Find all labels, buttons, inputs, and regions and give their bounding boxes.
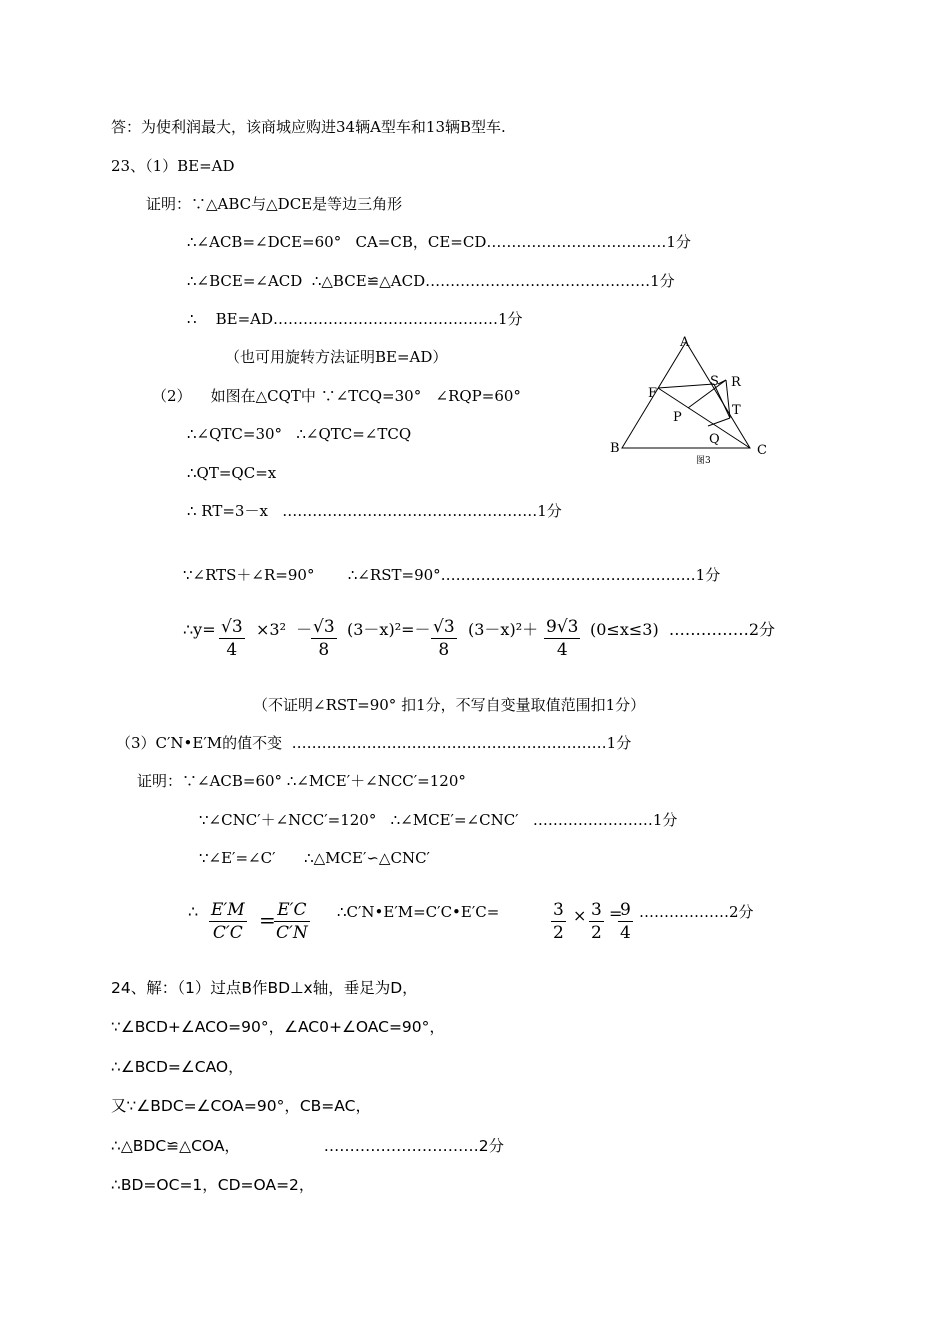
fraction: $\frac{9}{4}$ (620, 900, 631, 943)
q23-note: （不证明∠RST=90° 扣1分，不写自变量取值范围扣1分） (253, 696, 646, 714)
q23-p3-line: ∵∠CNC′＋∠NCC′=120° ∴∠MCE′=∠CNC′ ……………………1分 (199, 811, 678, 829)
formula-term: ×3² － (256, 620, 313, 639)
fraction: $\frac{3}{2}$ (591, 900, 602, 943)
q23-p3-line: （3）C′N•E′M的值不变 ………………………………………………………1分 (116, 734, 632, 752)
q24-line: ∴△BDC≌△COA， …………………………2分 (111, 1137, 505, 1155)
label-b: B (610, 441, 620, 456)
q24-line: ∴∠BCD=∠CAO， (111, 1058, 244, 1076)
q23-p2-line: ∴ RT=3－x ……………………………………………1分 (187, 502, 562, 520)
fraction: $\frac{9√3}{4}$ (546, 617, 579, 660)
formula-range: (0≤x≤3) ……………2分 (590, 620, 776, 639)
label-s: S (710, 374, 719, 389)
line-fs (658, 384, 714, 388)
fraction: $\frac{E'C}{C'N}$ (276, 900, 308, 943)
triangle-figure (610, 330, 780, 470)
q23-p1-line: ∴ BE=AD………………………………………1分 (187, 310, 523, 328)
line-fc (658, 388, 750, 448)
label-p: P (673, 410, 682, 425)
q23-p1-line: 证明：∵△ABC与△DCE是等边三角形 (146, 195, 403, 213)
answer-line: 答：为使利润最大，该商城应购进34辆A型车和13辆B型车. (111, 118, 506, 136)
q24-line: ∵∠BCD+∠ACO=90°，∠AC0+∠OAC=90°， (111, 1018, 445, 1036)
ratio-eq: = (259, 908, 276, 932)
formula-term: (3－x)²=－ (347, 620, 431, 639)
figure-caption: 图3 (696, 456, 711, 466)
label-c: C (757, 443, 767, 458)
q23-p2-line: ∴∠QTC=30° ∴∠QTC=∠TCQ (187, 425, 412, 443)
q24-line: 24、解：（1）过点B作BD⊥x轴，垂足为D， (111, 979, 418, 997)
q23-p1-line: ∴∠ACB=∠DCE=60° CA=CB，CE=CD………………………………1分 (187, 233, 691, 251)
formula-term: (3－x)²＋ (468, 620, 539, 639)
fraction: $\frac{√3}{8}$ (313, 617, 335, 660)
q23-p1-line: （也可用旋转方法证明BE=AD） (225, 348, 448, 366)
line-st (714, 384, 730, 418)
q23-head: 23、（1）BE=AD (111, 157, 235, 175)
fraction: $\frac{3}{2}$ (553, 900, 564, 943)
label-a: A (680, 335, 690, 350)
q23-p2-line: （2） 如图在△CQT中 ∵∠TCQ=30° ∠RQP=60° (152, 387, 521, 405)
q23-p3-line: ∵∠E′=∠C′ ∴△MCE′∽△CNC′ (199, 849, 430, 867)
triangle-abc (622, 342, 750, 448)
q23-p3-line: 证明：∵∠ACB=60° ∴∠MCE′＋∠NCC′=120° (137, 772, 466, 790)
label-r: R (731, 375, 741, 390)
label-q: Q (709, 432, 720, 447)
fraction: $\frac{√3}{4}$ (221, 617, 243, 660)
fraction: $\frac{E'M}{C'C}$ (211, 900, 245, 943)
ratio-eq2: = (609, 904, 623, 923)
ratio-score: ………………2分 (639, 903, 754, 921)
q23-p1-line: ∴∠BCE=∠ACD ∴△BCE≌△ACD………………………………………1分 (187, 272, 675, 290)
q24-line: 又∵∠BDC=∠COA=90°，CB=AC， (111, 1097, 371, 1115)
q23-p2-line: ∵∠RTS＋∠R=90° ∴∠RST=90°……………………………………………1分 (183, 566, 721, 584)
ratio-times: × (573, 906, 587, 925)
q23-p2-line: ∴QT=QC=x (187, 464, 277, 482)
ratio-text: ∴C′N•E′M=C′C•E′C= (337, 903, 500, 921)
fraction: $\frac{√3}{8}$ (433, 617, 455, 660)
q24-line: ∴BD=OC=1，CD=OA=2， (111, 1176, 315, 1194)
ratio-lead: ∴ (188, 902, 199, 921)
line-qt (708, 418, 730, 426)
label-f: F (648, 386, 658, 401)
label-t: T (732, 403, 741, 418)
formula-lead: ∴y= (183, 620, 216, 639)
